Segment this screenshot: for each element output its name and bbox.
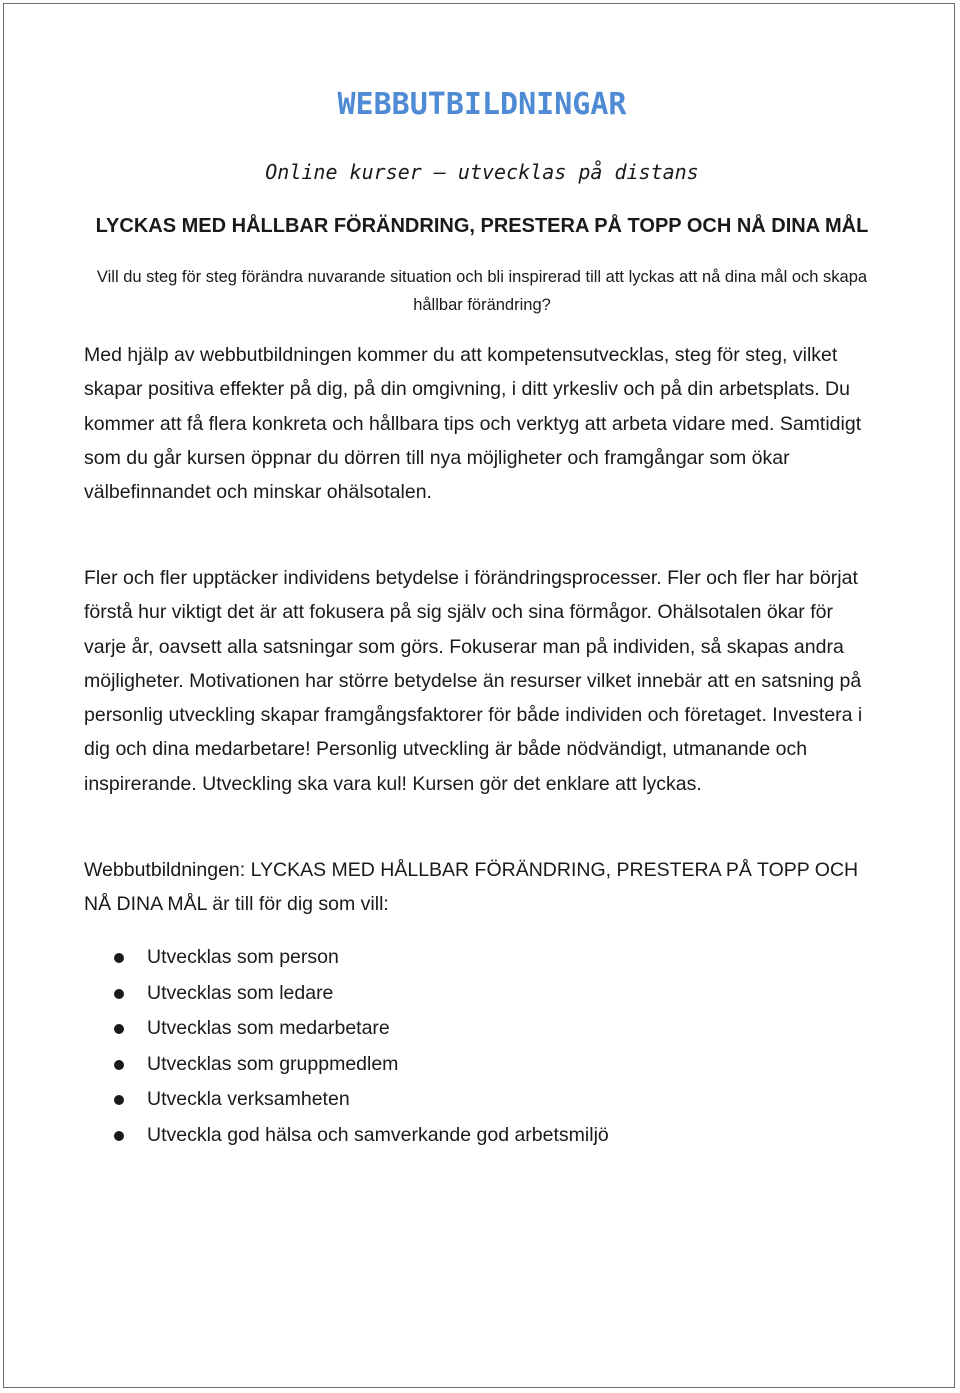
bullet-icon bbox=[114, 1095, 124, 1105]
intro-paragraph: Vill du steg för steg förändra nuvarande situation och bli inspirerad till att lyckas att nå dina mål och skapa hållbar förändring? bbox=[96, 268, 868, 314]
document-title: WEBBUTBILDNINGAR bbox=[337, 87, 627, 122]
list-item-label: Utveckla god hälsa och samverkande god arbetsmiljö bbox=[147, 1123, 609, 1146]
course-headline: LYCKAS MED HÅLLBAR FÖRÄNDRING, PRESTERA PÅ TOPP OCH NÅ DINA MÅL bbox=[95, 215, 869, 237]
list-item bbox=[84, 1082, 880, 1118]
bullet-list bbox=[84, 940, 880, 1154]
list-item-label: Utvecklas som medarbetare bbox=[147, 1017, 390, 1040]
bullet-icon bbox=[114, 1131, 124, 1141]
list-item-label: Utvecklas som ledare bbox=[147, 981, 334, 1004]
list-item bbox=[84, 1011, 880, 1047]
list-item-label: Utvecklas som person bbox=[147, 946, 339, 968]
body-paragraph-1: Med hjälp av webbutbildningen kommer du att kompetensutvecklas, steg för steg, vilket skapar positiva effekter på dig, på din omgivning, i ditt yrkesliv och på din arbetsplats. Du kommer att få flera konkreta och hållbara tips och verktyg att arbeta vidare med. Samtidigt som du går kursen öppnar du dörren till nya möjligheter och framgångar som ökar välbefinnandet och minskar ohälsotalen. bbox=[84, 344, 862, 504]
list-item-label: Utvecklas som gruppmedlem bbox=[147, 1052, 399, 1075]
list-item-label: Utveckla verksamheten bbox=[147, 1088, 350, 1111]
body-paragraph-2: Fler och fler upptäcker individens betydelse i förändringsprocesser. Fler och fler har börjat förstå hur viktigt det är att fokusera på sig själv och sina förmågor. Ohälsotalen ökar för varje år, oavsett alla satsningar som görs. Fokuserar man på individen, så skapas andra möjligheter. Motivationen har större betydelse än resurser vilket innebär att en satsning på personlig utveckling skapar framgångsfaktorer för både individen och företaget. Investera i dig och dina medarbetare! Personlig utveckling är både nödvändigt, utmanande och inspirerande. Utveckling ska vara kul! Kursen gör det enklare att lyckas. bbox=[84, 567, 863, 795]
list-item bbox=[84, 1118, 880, 1154]
bullet-icon bbox=[114, 953, 124, 963]
document-subtitle: Online kurser – utvecklas på distans bbox=[265, 160, 699, 184]
list-item bbox=[84, 940, 880, 976]
list-item bbox=[84, 976, 880, 1012]
bullet-icon bbox=[114, 989, 124, 999]
body-paragraph-3: Webbutbildningen: LYCKAS MED HÅLLBAR FÖRÄNDRING, PRESTERA PÅ TOPP OCH NÅ DINA MÅL är till för dig som vill: bbox=[84, 859, 859, 916]
list-item bbox=[84, 1047, 880, 1083]
bullet-icon bbox=[114, 1024, 124, 1034]
bullet-icon bbox=[114, 1060, 124, 1070]
